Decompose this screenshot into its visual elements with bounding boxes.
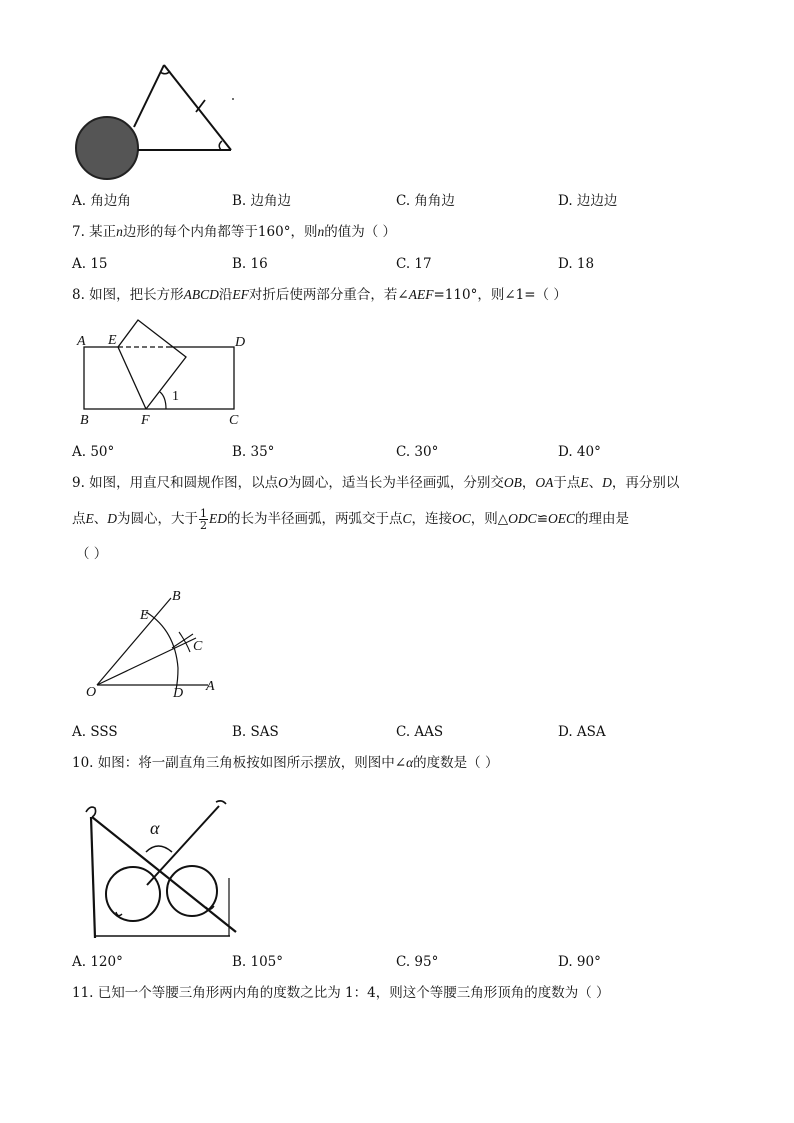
q8-text-b: 对折后使两部分重合，若∠ — [248, 287, 409, 303]
q9-ray-ob: OB — [503, 475, 522, 490]
q9-label-b: B — [172, 589, 181, 604]
q9-point-c: C — [402, 511, 412, 526]
q10-text-post: 的度数是（ ） — [413, 755, 499, 771]
q9-answer-blank: （ ） — [76, 546, 108, 562]
q9-point-d: D — [602, 475, 612, 490]
q8-label-1: 1 — [172, 389, 179, 404]
q10-corner-hook — [86, 807, 96, 817]
q9-triangle-oec: OEC — [548, 511, 575, 526]
q7-text-post: 的值为（ ） — [324, 224, 396, 240]
q8-label-e: E — [108, 333, 117, 348]
q10-triangle-vertical — [91, 817, 95, 938]
q9-ray-oa: OA — [535, 475, 554, 490]
q9-point-d-2: D — [107, 511, 117, 526]
q10-option-a[interactable]: A. 120° — [72, 954, 123, 970]
q9-comma: ， — [521, 475, 536, 491]
q7-option-d[interactable]: D. 18 — [558, 256, 595, 272]
q7-option-c[interactable]: C. 17 — [396, 256, 432, 272]
q9-point-e: E — [580, 475, 589, 490]
q10-hook-top — [216, 801, 226, 804]
q9-option-c[interactable]: C. AAS — [396, 724, 444, 740]
q9-l1-pre: 9. 如图，用直尺和圆规作图，以点 — [72, 475, 279, 491]
q8-label-c: C — [229, 413, 239, 428]
q10-alpha-arc — [146, 846, 172, 852]
q9-cong-symbol: ≌ — [536, 511, 548, 527]
q8-option-a[interactable]: A. 50° — [72, 444, 115, 460]
q8-text-pre: 8. 如图，把长方形 — [72, 287, 184, 303]
q9-label-o: O — [86, 685, 97, 700]
q9-sep-2: 、 — [93, 511, 108, 527]
q7-text-mid: 边形的每个内角都等于160°，则 — [122, 224, 318, 240]
q9-l2-post: 的理由是 — [575, 511, 629, 527]
q9-point-e-2: E — [85, 511, 94, 526]
q8-option-b[interactable]: B. 35° — [232, 444, 275, 460]
q7-option-a[interactable]: A. 15 — [72, 256, 108, 272]
q6-option-a[interactable]: A. 角边角 — [72, 193, 131, 209]
q7-var-n-2: n — [317, 224, 325, 239]
q10-alpha: α — [406, 755, 414, 770]
q9-label-c: C — [193, 639, 203, 654]
q9-sep: 、 — [588, 475, 603, 491]
q8-text-post: =110°，则∠1=（ ） — [433, 287, 567, 303]
q9-ray-oc: OC — [452, 511, 471, 526]
q9-triangle-odc: ODC — [508, 511, 537, 526]
q9-l2-b: 的长为半径画弧，两弧交于点 — [227, 511, 403, 527]
q9-l2-d: ，则△ — [470, 511, 509, 527]
q9-option-d[interactable]: D. ASA — [558, 724, 606, 740]
q7-option-b[interactable]: B. 16 — [232, 256, 268, 272]
q9-option-b[interactable]: B. SAS — [232, 724, 279, 740]
q9-label-e: E — [140, 608, 149, 623]
q8-label-d: D — [235, 335, 246, 350]
q10-option-b[interactable]: B. 105° — [232, 954, 284, 970]
q8-label-a: A — [77, 334, 86, 349]
q6-option-d[interactable]: D. 边边边 — [558, 193, 618, 209]
q8-option-d[interactable]: D. 40° — [558, 444, 601, 460]
q8-rect-name: ABCD — [183, 287, 219, 302]
q10-tick-left — [116, 912, 122, 916]
q8-text-a: 沿 — [218, 287, 233, 303]
q9-segment-ed: ED — [209, 511, 227, 526]
q8-edge-name: EF — [232, 287, 249, 302]
q9-l1-a: 为圆心，适当长为半径画弧，分别交 — [287, 475, 504, 491]
q9-option-a[interactable]: A. SSS — [72, 724, 118, 740]
q11-question: 11. 已知一个等腰三角形两内角的度数之比为 1：4，则这个等腰三角形顶角的度数为（ ） — [72, 985, 610, 1001]
q9-l2-a: 为圆心，大于 — [117, 511, 198, 527]
q9-frac-num: 1 — [200, 507, 207, 520]
q8-angle-name: AEF — [408, 287, 434, 302]
q10-text-pre: 10. 如图：将一副直角三角板按如图所示摆放，则图中∠ — [72, 755, 407, 771]
q10-right-circle — [167, 866, 217, 916]
q10-left-circle — [106, 867, 160, 921]
q7-text-pre: 7. 某正 — [72, 224, 117, 240]
q9-l1-post: ，再分别以 — [611, 475, 680, 491]
q8-label-f: F — [141, 413, 150, 428]
q7-var-n: n — [116, 224, 123, 239]
q8-label-b: B — [80, 413, 89, 428]
q10-option-c[interactable]: C. 95° — [396, 954, 439, 970]
q9-l2-pre: 点 — [72, 511, 86, 527]
q9-label-d: D — [173, 686, 184, 701]
q8-option-c[interactable]: C. 30° — [396, 444, 439, 460]
q9-frac-den: 2 — [200, 519, 207, 532]
q10-alpha-label: α — [150, 818, 160, 838]
q9-l1-b: 于点 — [553, 475, 581, 491]
q6-option-c[interactable]: C. 角角边 — [396, 193, 455, 209]
q9-point-o: O — [278, 475, 288, 490]
q6-option-b[interactable]: B. 边角边 — [232, 193, 292, 209]
q9-l2-c: ，连接 — [411, 511, 453, 527]
q9-label-a: A — [206, 679, 215, 694]
q10-option-d[interactable]: D. 90° — [558, 954, 601, 970]
